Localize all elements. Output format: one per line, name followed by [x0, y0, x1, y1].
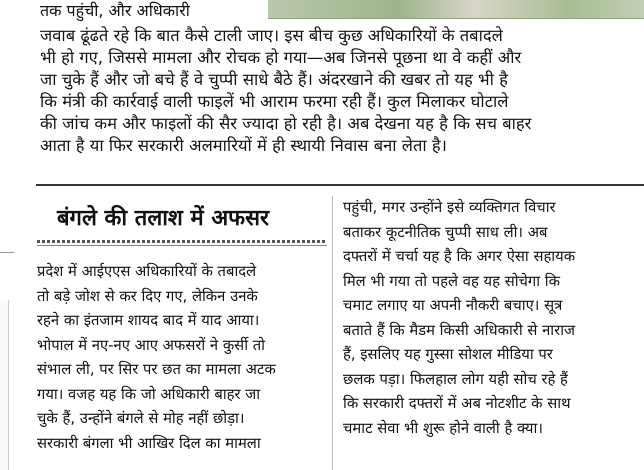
column-line: मिल भी गया तो पहले वह यह सोचेगा कि — [343, 272, 560, 290]
top-text-line: जवाब ढूंढते रहे कि बात कैसे टाली जाए। इस बीच कुछ अधिकारियों के तबादले — [40, 26, 503, 45]
column-line: भोपाल में नए-नए आए अफसरों ने कुर्सी तो — [37, 336, 265, 354]
column-line: रहने का इंतजाम शायद बाद में याद आया। — [37, 312, 260, 329]
column-divider — [332, 196, 333, 470]
column-line: चमाट सेवा भी शुरू होने वाली है क्या। — [343, 419, 543, 437]
top-text-line: की जांच कम और फाइलों की सैर ज्यादा हो रही है। अब देखना यह है कि सच बाहर — [40, 114, 532, 133]
headline-rule-thin — [37, 245, 327, 246]
top-text-line: तक पहुंची, और अधिकारी — [40, 1, 190, 20]
column-headline: बंगले की तलाश में अफसर — [57, 206, 270, 231]
top-text-line: कि मंत्री की कार्रवाई वाली फाइलें भी आराम फरमा रही हैं। कुल मिलाकर घोटाले — [40, 92, 509, 111]
column-line: दफ्तरों में चर्चा यह है कि अगर ऐसा सहायक — [343, 248, 576, 265]
column-line: बताते हैं कि मैडम किसी अधिकारी से नाराज — [343, 321, 576, 339]
column-line: छलक पड़ा। फिलहाल लोग यही सोच रहे हैं — [343, 370, 568, 388]
right-column — [343, 196, 639, 441]
column-line: हैं, इसलिए यह गुस्सा सोशल मीडिया पर — [343, 346, 553, 363]
margin-mark — [0, 252, 14, 253]
column-line: चुके हैं, उन्होंने बंगले से मोह नहीं छोड़ा। — [37, 410, 245, 427]
margin-strip — [0, 300, 9, 470]
column-line: पहुंची, मगर उन्होंने इसे व्यक्तिगत विचार — [343, 199, 556, 216]
column-line: प्रदेश में आईएएस अधिकारियों के तबादले — [37, 263, 257, 280]
top-photo — [268, 0, 644, 19]
section-separator — [36, 184, 644, 186]
top-text-line: भी हो गए, जिससे मामला और रोचक हो गया—अब जिनसे पूछना था वे कहीं और — [40, 48, 522, 67]
left-column — [37, 196, 327, 456]
column-line: सरकारी बंगला भी आखिर दिल का मामला — [37, 434, 261, 452]
column-line: चमाट लगाए या अपनी नौकरी बचाए। सूत्र — [343, 297, 563, 314]
left-paragraph — [37, 260, 327, 456]
column-line: बताकर कूटनीतिक चुप्पी साध ली। अब — [343, 223, 548, 241]
top-text-line: जा चुके हैं और जो बचे हैं वे चुप्पी साधे बैठे हैं। अंदरखाने की खबर तो यह भी है — [40, 70, 508, 89]
column-line: संभाल ली, पर सिर पर छत का मामला अटक — [37, 361, 276, 378]
headline-rule — [37, 240, 327, 243]
column-line: गया। वजह यह कि जो अधिकारी बाहर जा — [37, 385, 261, 403]
column-line: तो बड़े जोश से कर दिए गए, लेकिन उनके — [37, 287, 258, 305]
column-line: कि सरकारी दफ्तरों में अब नोटशीट के साथ — [343, 395, 571, 412]
top-text-line: आता है या फिर सरकारी अलमारियों में ही स्थायी निवास बना लेता है। — [40, 136, 447, 155]
